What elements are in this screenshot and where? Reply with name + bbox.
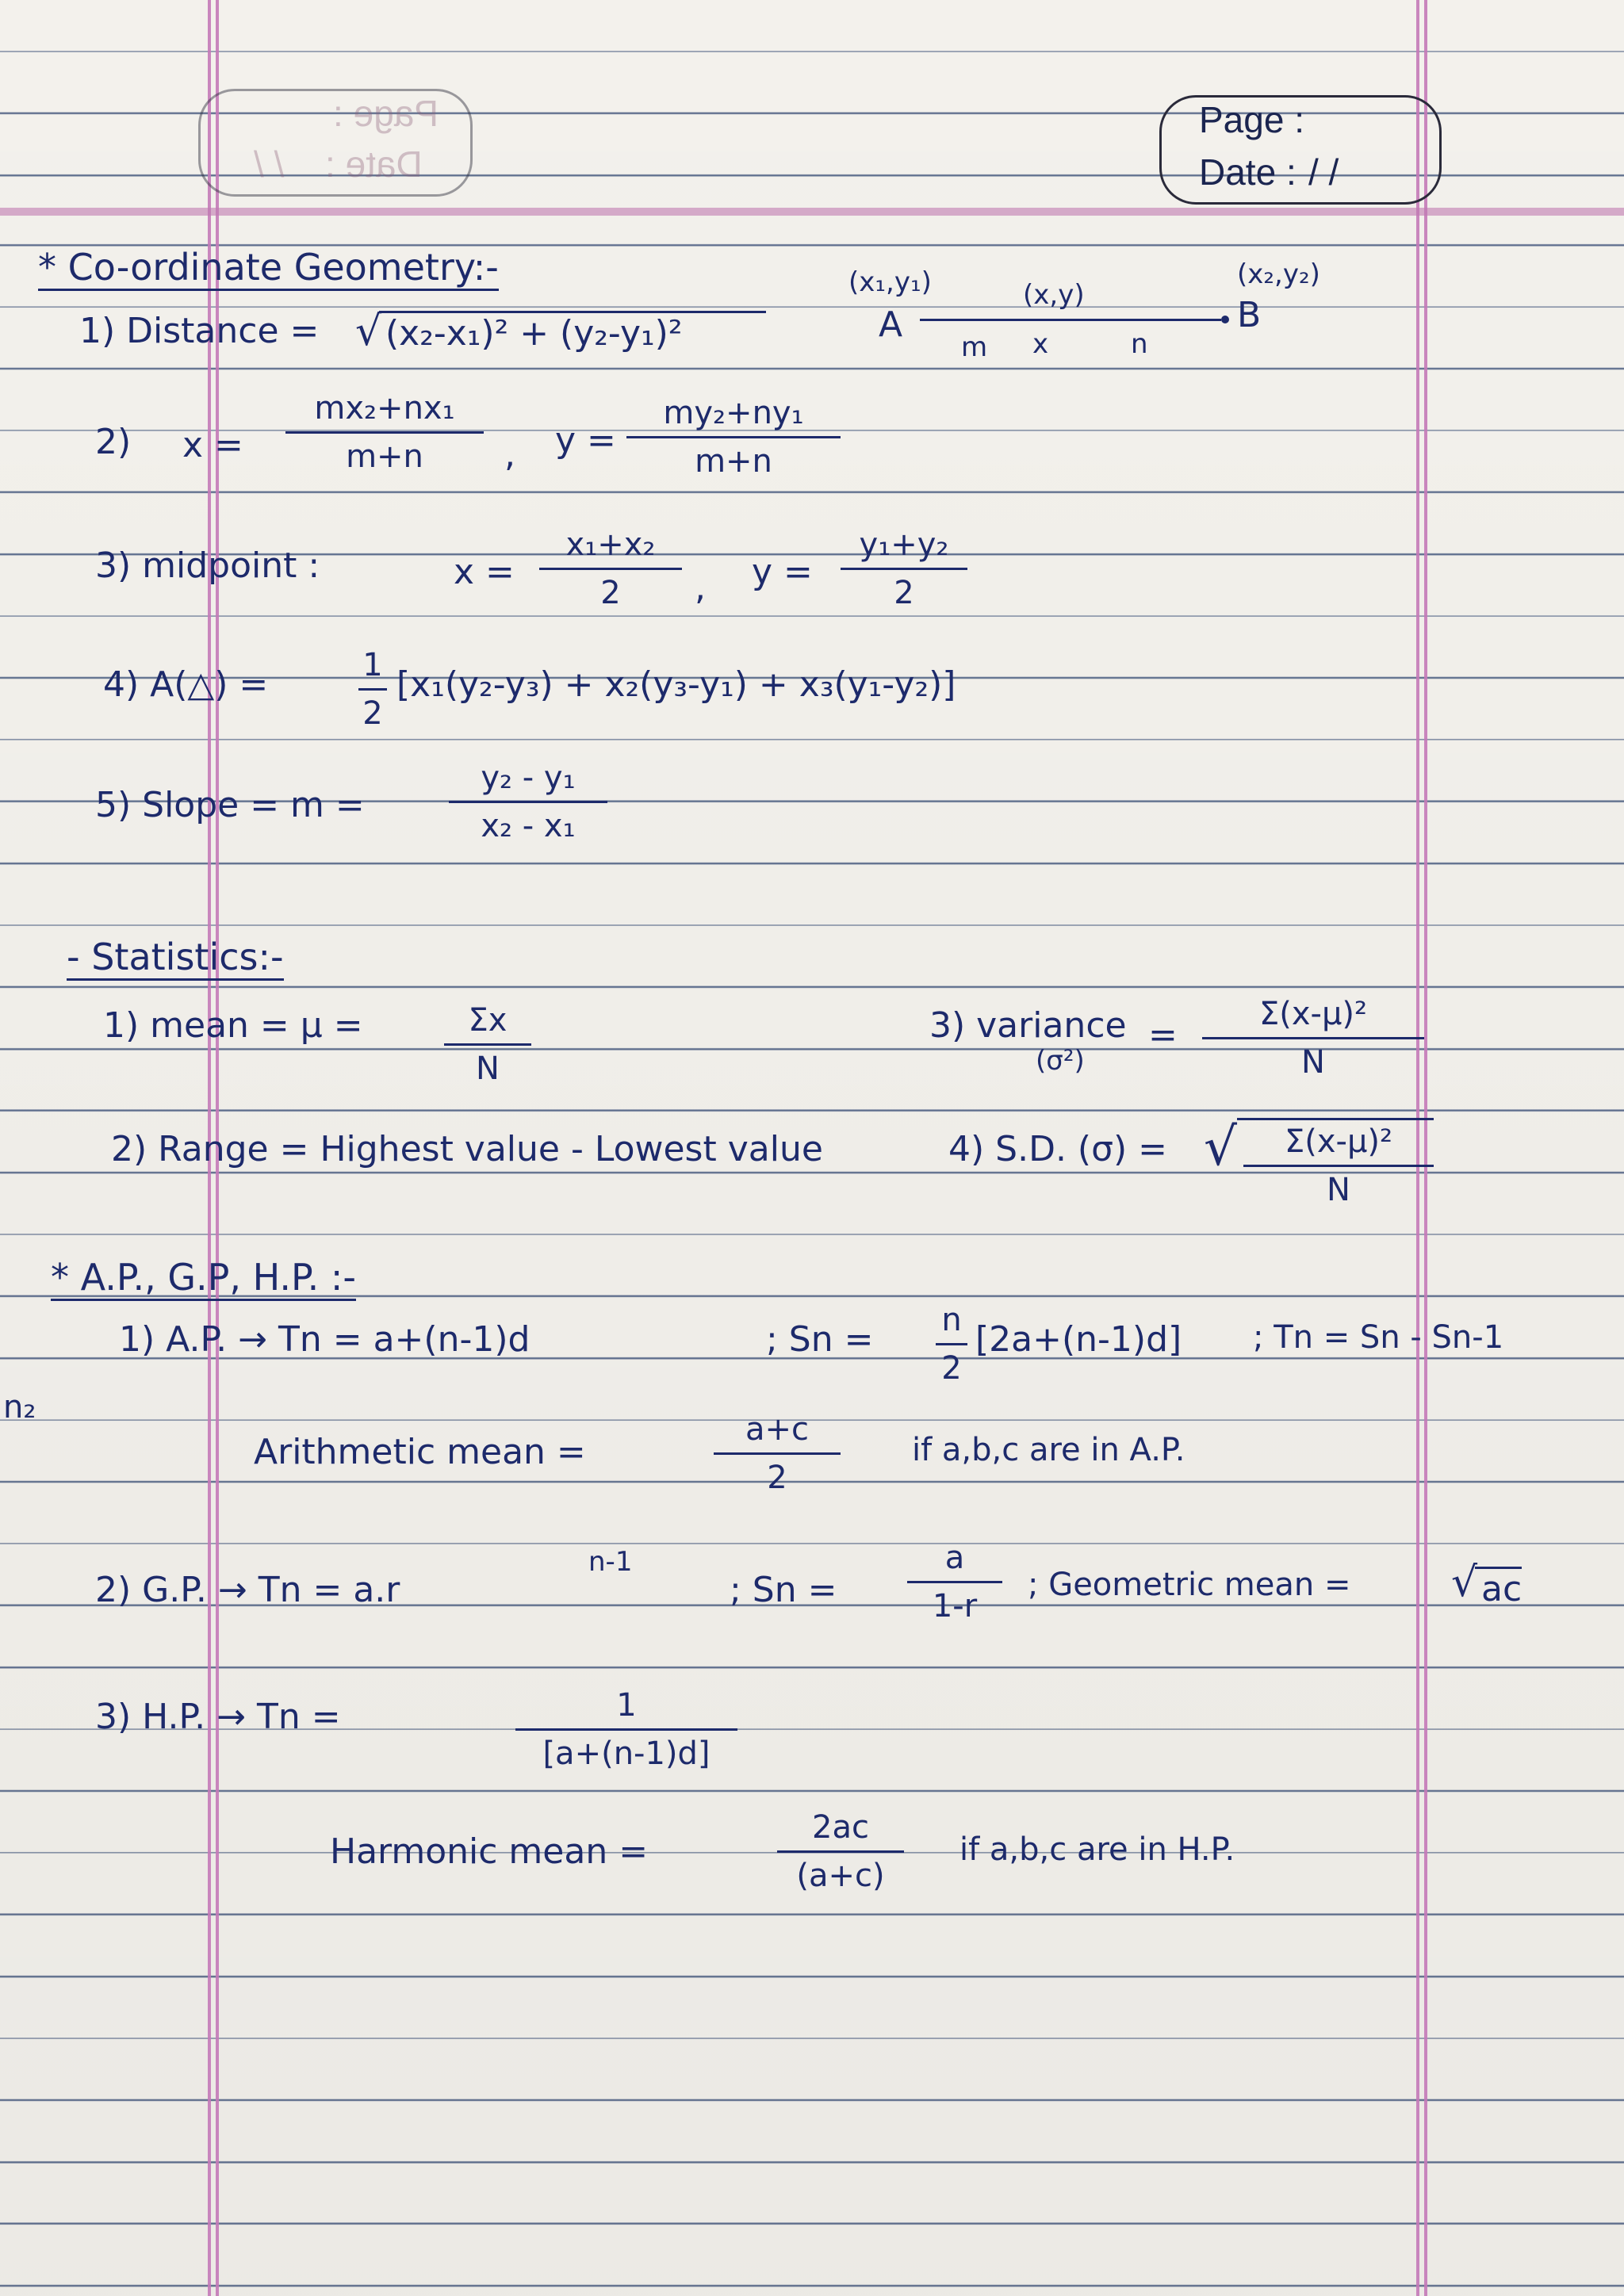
am-condition: if a,b,c are in A.P.: [912, 1432, 1185, 1468]
point-a-coord: (x₁,y₁): [848, 266, 932, 298]
sd-numerator: Σ(x-μ)²: [1284, 1123, 1393, 1160]
ap-sn-numerator: n: [941, 1302, 962, 1338]
variance-label: 3) variance: [929, 1005, 1127, 1046]
fraction-bar: [1202, 1037, 1424, 1039]
fraction-bar: [1243, 1165, 1434, 1167]
header-rule: [0, 208, 1624, 216]
slope-denominator: x₂ - x₁: [481, 808, 576, 844]
section-x-eq: x =: [182, 425, 243, 465]
area-half-denominator: 2: [362, 695, 383, 732]
midpoint-y-eq: y =: [752, 552, 813, 592]
sd-denominator: N: [1327, 1172, 1350, 1208]
point-a-label: A: [879, 304, 903, 345]
ap-sn-fraction: [936, 1299, 967, 1390]
left-page-label: Page :: [333, 93, 439, 134]
section-y-denominator: m+n: [695, 443, 772, 480]
margin-note: n₂: [3, 1389, 36, 1425]
section-x-numerator: mx₂+nx₁: [314, 390, 455, 427]
variance-symbol: (σ²): [1036, 1045, 1085, 1077]
slope-numerator: y₂ - y₁: [481, 760, 576, 796]
gp-sn-label: ; Sn =: [730, 1570, 837, 1610]
hp-fraction: [515, 1684, 737, 1775]
fraction-bar: [841, 568, 967, 570]
gp-tn: 2) G.P. → Tn = a.r: [95, 1570, 400, 1610]
midpoint-y-fraction: [841, 523, 967, 614]
midpoint-y-denominator: 2: [894, 575, 914, 611]
segment-ab: [920, 319, 1221, 321]
variance-fraction: [1202, 993, 1424, 1084]
left-date-slashes: / /: [254, 144, 285, 185]
fraction-bar: [936, 1343, 967, 1345]
section-x-denominator: m+n: [346, 438, 423, 475]
distance-label: 1) Distance =: [79, 311, 320, 351]
am-denominator: 2: [767, 1460, 787, 1496]
fraction-bar: [285, 431, 484, 434]
variance-equals: =: [1148, 1015, 1178, 1055]
mean-label: 1) mean = μ =: [103, 1005, 363, 1046]
comma-separator: ,: [695, 568, 706, 608]
fraction-bar: [515, 1728, 737, 1731]
gp-exponent: n-1: [588, 1546, 633, 1578]
gp-sn-denominator: 1-r: [932, 1588, 978, 1624]
area-half-numerator: 1: [362, 647, 383, 683]
gp-sn-numerator: a: [944, 1540, 965, 1576]
distance-expression: (x₂-x₁)² + (y₂-y₁)²: [379, 311, 766, 354]
right-date-label: Date :: [1199, 151, 1297, 193]
hm-denominator: (a+c): [796, 1858, 885, 1894]
am-numerator: a+c: [745, 1411, 810, 1448]
left-date-label: Date :: [325, 144, 423, 185]
area-half-fraction: [358, 644, 387, 735]
coord-heading: * Co-ordinate Geometry:-: [38, 246, 499, 291]
fraction-bar: [714, 1452, 841, 1455]
section-y-fraction: [626, 392, 841, 483]
midpoint-x-denominator: 2: [600, 575, 621, 611]
gp-radical: √: [1451, 1559, 1478, 1606]
ratio-n: n: [1131, 328, 1148, 360]
hm-fraction: [777, 1806, 904, 1897]
gp-gm-value: ac: [1475, 1567, 1522, 1609]
midpoint-x-eq: x =: [454, 552, 515, 592]
sd-fraction: [1237, 1118, 1434, 1211]
mean-numerator: Σx: [468, 1002, 508, 1039]
midpoint-x-fraction: [539, 523, 682, 614]
sd-label: 4) S.D. (σ) =: [948, 1129, 1167, 1169]
point-b-label: B: [1237, 295, 1262, 335]
hm-label: Harmonic mean =: [330, 1831, 649, 1872]
right-date-slashes: / /: [1308, 151, 1339, 193]
gp-sn-fraction: [907, 1536, 1002, 1628]
midpoint-label: 3) midpoint :: [95, 545, 320, 586]
ap-heading: * A.P., G.P, H.P. :-: [51, 1256, 356, 1301]
mean-denominator: N: [476, 1050, 500, 1087]
area-label: 4) A(△) =: [103, 664, 269, 705]
fraction-bar: [626, 436, 841, 438]
fraction-bar: [539, 568, 682, 570]
ap-sn-bracket: [2a+(n-1)d]: [975, 1319, 1182, 1360]
range-label: 2) Range = Highest value - Lowest value: [111, 1129, 823, 1169]
fraction-bar: [358, 688, 387, 691]
comma-separator: ,: [504, 434, 515, 475]
stats-heading: - Statistics:-: [67, 936, 284, 981]
am-fraction: [714, 1408, 841, 1499]
hp-tn: 3) H.P. → Tn =: [95, 1697, 341, 1737]
sd-radical: √: [1204, 1116, 1238, 1177]
ratio-m: m: [961, 331, 988, 363]
hm-numerator: 2ac: [812, 1809, 869, 1846]
hp-numerator: 1: [616, 1687, 637, 1724]
hm-condition: if a,b,c are in H.P.: [959, 1831, 1235, 1868]
fraction-bar: [907, 1581, 1002, 1583]
fraction-bar: [444, 1043, 531, 1046]
section-number: 2): [95, 422, 132, 462]
ap-sn-denominator: 2: [941, 1350, 962, 1387]
section-y-eq: y =: [555, 420, 616, 461]
variance-denominator: N: [1301, 1044, 1325, 1081]
point-p-coord: (x,y): [1023, 279, 1085, 311]
gp-geometric-mean: ; Geometric mean =: [1028, 1567, 1351, 1603]
section-y-numerator: my₂+ny₁: [663, 395, 804, 431]
mean-fraction: [444, 999, 531, 1090]
point-x: x: [1032, 328, 1049, 360]
point-b-dot: [1221, 316, 1229, 323]
area-expression: [x₁(y₂-y₃) + x₂(y₃-y₁) + x₃(y₁-y₂)]: [396, 664, 956, 705]
am-label: Arithmetic mean =: [254, 1432, 586, 1472]
section-x-fraction: [285, 387, 484, 478]
ap-tn-difference: ; Tn = Sn - Sn-1: [1253, 1319, 1504, 1356]
midpoint-x-numerator: x₁+x₂: [565, 526, 656, 563]
point-b-coord: (x₂,y₂): [1237, 258, 1320, 290]
midpoint-y-numerator: y₁+y₂: [859, 526, 949, 563]
ap-tn: 1) A.P. → Tn = a+(n-1)d: [119, 1319, 530, 1360]
hp-denominator: [a+(n-1)d]: [542, 1735, 710, 1772]
right-page-label: Page :: [1199, 99, 1304, 140]
variance-numerator: Σ(x-μ)²: [1258, 996, 1368, 1032]
fraction-bar: [449, 801, 607, 803]
slope-label: 5) Slope = m =: [95, 785, 365, 825]
fraction-bar: [777, 1850, 904, 1853]
distance-radical: √: [355, 308, 382, 355]
slope-fraction: [449, 756, 607, 848]
ap-sn-label: ; Sn =: [766, 1319, 874, 1360]
